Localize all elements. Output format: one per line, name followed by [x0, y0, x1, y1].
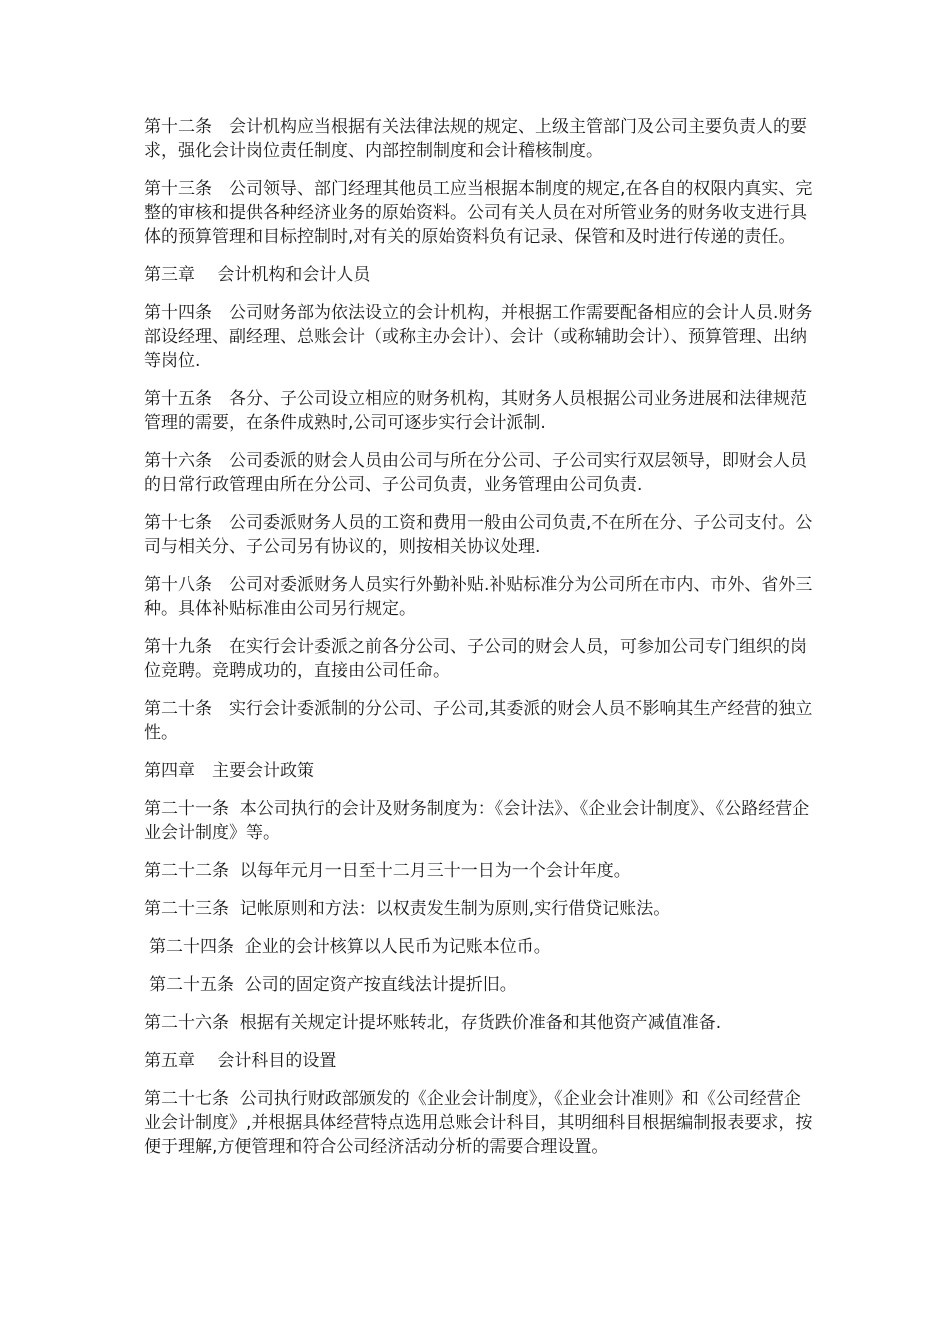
article-18: 第十八条 公司对委派财务人员实行外勤补贴.补贴标准分为公司所在市内、市外、省外三种。具体补贴标准由公司另行规定。	[144, 575, 813, 619]
chapter-5-heading: 第五章 会计科目的设置	[144, 1051, 337, 1071]
article-26: 第二十六条 根据有关规定计提坏账转北，存货跌价准备和其他资产减值准备.	[144, 1013, 722, 1033]
article-15: 第十五条 各分、子公司设立相应的财务机构，其财务人员根据公司业务进展和法律规范管理的需要，在条件成熟时,公司可逐步实行会计派制.	[144, 389, 807, 433]
article-17: 第十七条 公司委派财务人员的工资和费用一般由公司负责,不在所在分、子公司支付。公司与相关分、子公司另有协议的，则按相关协议处理.	[144, 513, 813, 557]
article-22: 第二十二条 以每年元月一日至十二月三十一日为一个会计年度。	[144, 861, 631, 881]
article-16: 第十六条 公司委派的财会人员由公司与所在分公司、子公司实行双层领导，即财会人员的日常行政管理由所在分公司、子公司负责，业务管理由公司负责.	[144, 451, 807, 495]
article-12: 第十二条 会计机构应当根据有关法律法规的规定、上级主管部门及公司主要负责人的要求，强化会计岗位责任制度、内部控制制度和会计稽核制度。	[144, 117, 807, 161]
document-page	[144, 115, 814, 1173]
chapter-3-heading: 第三章 会计机构和会计人员	[144, 265, 371, 285]
article-13: 第十三条 公司领导、部门经理其他员工应当根据本制度的规定,在各自的权限内真实、完整的审核和提供各种经济业务的原始资料。公司有关人员在对所管业务的财务收支进行具体的预算管理和目标控制时,对有关的原始资料负有记录、保管和及时进行传递的责任。	[144, 179, 813, 247]
article-14: 第十四条 公司财务部为依法设立的会计机构，并根据工作需要配备相应的会计人员.财务部设经理、副经理、总账会计（或称主办会计）、会计（或称辅助会计）、预算管理、出纳等岗位.	[144, 303, 813, 371]
article-23: 第二十三条 记帐原则和方法：以权责发生制为原则,实行借贷记账法。	[144, 899, 671, 919]
article-21: 第二十一条 本公司执行的会计及财务制度为：《会计法》、《企业会计制度》、《公路经营企业会计制度》等。	[144, 799, 810, 843]
article-19: 第十九条 在实行会计委派之前各分公司、子公司的财会人员，可参加公司专门组织的岗位竞聘。竞聘成功的，直接由公司任命。	[144, 637, 807, 681]
article-24: 第二十四条 企业的会计核算以人民币为记账本位币。	[149, 937, 551, 957]
article-25: 第二十五条 公司的固定资产按直线法计提折旧。	[149, 975, 517, 995]
article-27: 第二十七条 公司执行财政部颁发的《企业会计制度》，《企业会计准则》和《公司经营企业会计制度》,并根据具体经营特点选用总账会计科目，其明细科目根据编制报表要求，按便于理解,方便管理和符合公司经济活动分析的需要合理设置。	[144, 1089, 813, 1157]
article-20: 第二十条 实行会计委派制的分公司、子公司,其委派的财会人员不影响其生产经营的独立性。	[144, 699, 813, 743]
chapter-4-heading: 第四章 主要会计政策	[144, 761, 314, 781]
